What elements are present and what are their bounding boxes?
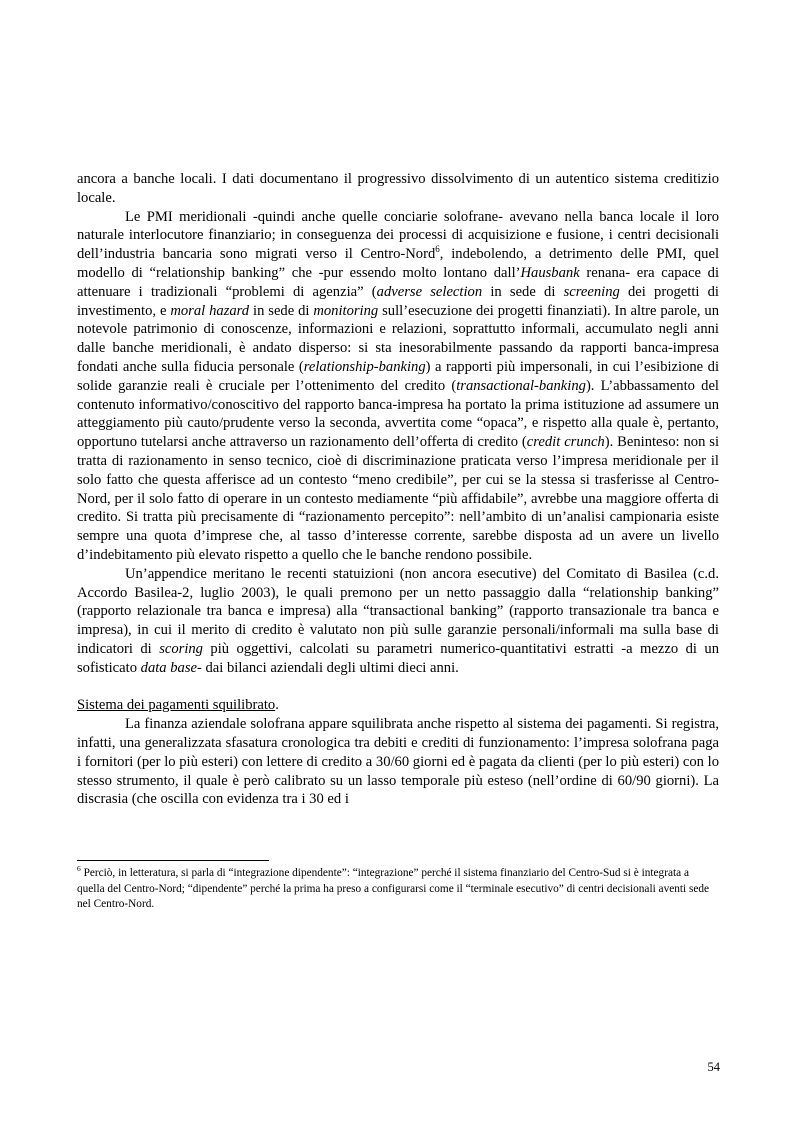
paragraph [77,170,719,208]
section-heading-text: Sistema dei pagamenti squilibrato [77,697,276,714]
text-run: in sede di [482,283,564,300]
footnote-separator [77,860,269,861]
text-run: dei progetti di investimento, e [77,283,719,319]
page-number: 54 [707,1060,720,1074]
italic-term: transactional-banking [456,377,586,394]
section-heading-punct: . [275,697,279,714]
text-run: sull’esecuzione dei progetti finanziati). In altre parole, un notevole patrimonio di conoscenze, informazioni e relazioni, soprattutto informali, accumulato negli anni dalle banche meridionali, è andato disperso: si sta inesorabilmente passando da rapporti banca-impresa fondati anche sulla fiducia personale ( [77,302,719,375]
italic-term: monitoring [313,302,379,319]
text-run: Un’appendice meritano le recenti statuizioni (non ancora esecutive) del Comitato di Basilea (c.d. Accordo Basilea-2, luglio 2003), le quali premono per un netto passaggio dalla “relationship banking” (rapporto relazionale tra banca e impresa) alla “transactional banking” (rapporto transazionale tra banca e impresa), in cui il merito di credito è valutato non più sulle garanzie personali/informali ma sulla base di indicatori di [77,565,719,657]
text-run: in sede di [249,302,314,319]
paragraph [77,208,719,565]
text-run: più oggettivi, calcolati su parametri numerico-quantitativi estratti -a mezzo di un sofisticato [77,640,719,676]
text-run: renana- era capace di attenuare i tradizionali “problemi di agenzia” ( [77,264,719,300]
text-run: ). Beninteso: non si tratta di razionamento in senso tecnico, cioè di discriminazione praticata verso l’impresa meridionale per il solo fatto che questa afferisce ad un contesto “meno credibile”, per cui se la stessa si trasferisse al Centro-Nord, per il solo fatto di operare in un contesto mediamente “più affidabile”, avrebbe una maggiore offerta di credito. Si tratta più precisamente di “razionamento percepito”: nell’ambito di un’analisi campionaria esiste sempre una quota d’imprese che, al tasso d’interesse corrente, sarebbe disposta ad un avere un livello d’indebitamento più elevato rispetto a quello che le banche rendono possibile. [77,434,719,563]
paragraph-group [77,170,719,678]
footnote [77,866,719,913]
paragraph [77,565,719,678]
italic-term: credit crunch [526,434,605,451]
italic-term: screening [563,283,620,300]
text-run: - dai bilanci aziendali degli ultimi dieci anni. [197,659,459,676]
footnote-number: 6 [77,864,81,874]
section-paragraph: La finanza aziendale solofrana appare squilibrata anche rispetto al sistema dei pagamenti. Si registra, infatti, una generalizzata sfasatura cronologica tra debiti e crediti di funzionamento: l’impresa solofrana paga i fornitori (per lo più esteri) con lettere di credito a 30/60 giorni ed è pagata da clienti (per lo più esteri) con lo stesso strumento, il quale è però calibrato su un lasso temporale più esteso (nell’ordine di 60/90 giorni). La discrasia (che oscilla con evidenza tra i 30 ed i [77,716,719,808]
italic-term: moral hazard [170,302,250,319]
text-run: ancora a banche locali. I dati documentano il progressivo dissolvimento di un autentico sistema creditizio locale. [77,171,719,206]
text-run: ). L’abbassamento del contenuto informativo/conoscitivo del rapporto banca-impresa ha portato la prima istituzione ad assumere un atteggiamento più cauto/prudente verso la seconda, avvertita come “opaca”, e rispetto alla quale è, pertanto, opportuno tutelarsi anche attraverso un razionamento dell’offerta di credito ( [77,377,719,451]
text-run: , indebolendo, a detrimento delle PMI, quel modello di “relationship banking” che -pur essendo molto lontano dall’ [77,246,719,281]
italic-term: relationship-banking [303,358,426,375]
body-text [77,170,719,809]
italic-term: adverse selection [376,283,483,300]
text-run: Le PMI meridionali -quindi anche quelle conciarie solofrane- avevano nella banca locale il loro naturale interlocutore finanziario; in conseguenza dei processi di acquisizione e fusione, i centri decisionali dell’industria bancaria sono migrati verso il Centro-Nord [77,208,719,263]
italic-term: scoring [159,640,203,657]
footnote-text: Perciò, in letteratura, si parla di “integrazione dipendente”: “integrazione” perché il sistema finanziario del Centro-Sud si è integrata a quella del Centro-Nord; “dipendente” perché la prima ha preso a configurarsi come il “terminale esecutivo” di centri decisionali aventi sede nel Centro-Nord. [77,867,710,910]
text-run: ) a rapporti più impersonali, in cui l’esibizione di solide garanzie reali è cruciale per l’ottenimento del credito ( [77,358,720,394]
italic-term: data base [140,659,197,676]
section-heading [77,696,719,715]
footnote-reference: 6 [435,244,440,255]
italic-term: Hausbank [520,264,580,281]
